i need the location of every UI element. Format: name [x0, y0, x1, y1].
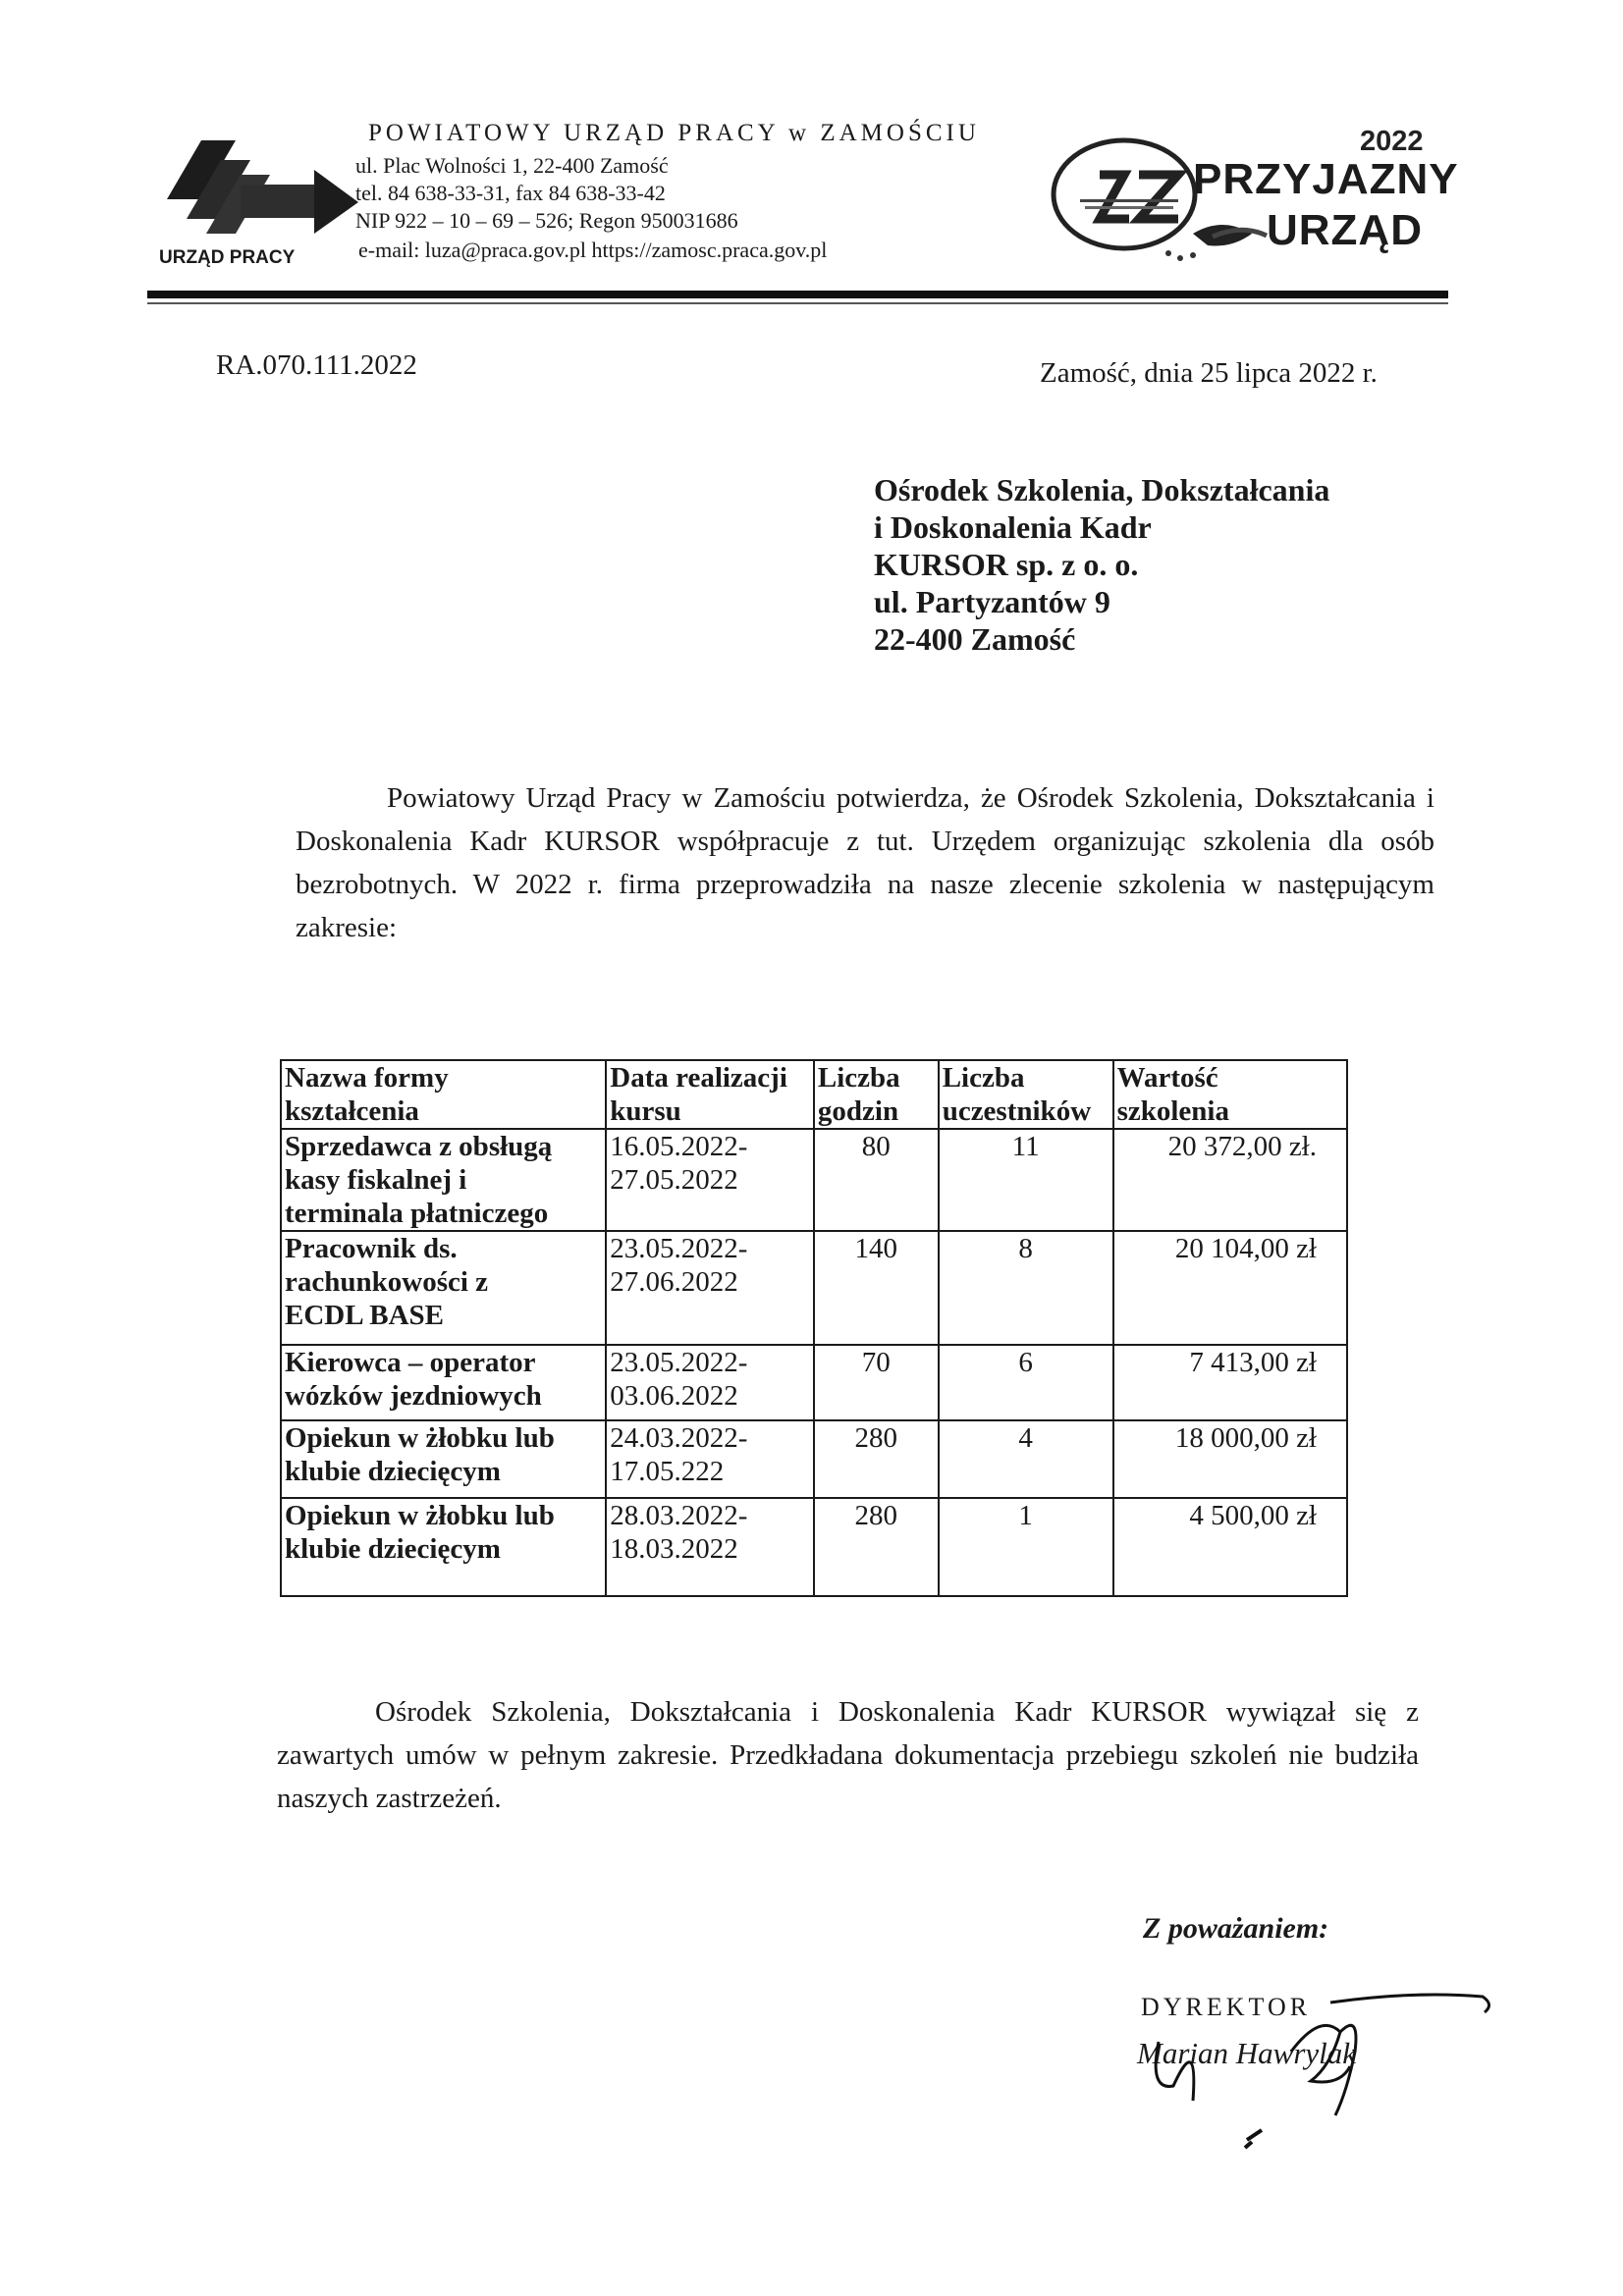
table-row [281, 1231, 1347, 1345]
badge-line-2: URZĄD [1267, 206, 1423, 254]
course-hours: 70 [814, 1345, 939, 1420]
header-hours: Liczba godzin [814, 1060, 939, 1129]
header-dates: Data realizacji kursu [606, 1060, 814, 1129]
table-header-row [281, 1060, 1347, 1129]
course-hours: 80 [814, 1129, 939, 1231]
course-name: Opiekun w żłobku lub klubie dziecięcym [281, 1420, 606, 1498]
addressee-line: i Doskonalenia Kadr [874, 509, 1152, 545]
course-name: Sprzedawca z obsługą kasy fiskalnej i terminala płatniczego [281, 1129, 606, 1231]
course-participants: 1 [939, 1498, 1113, 1596]
course-value: 18 000,00 zł [1113, 1420, 1347, 1498]
course-dates: 23.05.2022- 03.06.2022 [606, 1345, 814, 1420]
course-value: 20 104,00 zł [1113, 1231, 1347, 1345]
course-name: Pracownik ds. rachunkowości z ECDL BASE [281, 1231, 606, 1345]
reference-number: RA.070.111.2022 [216, 349, 417, 381]
addressee-line: ul. Partyzantów 9 [874, 584, 1110, 619]
addressee-block [874, 471, 1329, 658]
course-dates: 28.03.2022- 18.03.2022 [606, 1498, 814, 1596]
header-course-name: Nazwa formy kształcenia [281, 1060, 606, 1129]
course-value: 4 500,00 zł [1113, 1498, 1347, 1596]
table-row [281, 1420, 1347, 1498]
course-value: 20 372,00 zł. [1113, 1129, 1347, 1231]
badge-year: 2022 [1360, 126, 1424, 157]
header-participants: Liczba uczestników [939, 1060, 1113, 1129]
training-table [280, 1059, 1348, 1597]
course-participants: 6 [939, 1345, 1113, 1420]
course-hours: 280 [814, 1420, 939, 1498]
course-hours: 280 [814, 1498, 939, 1596]
org-address: ul. Plac Wolności 1, 22-400 Zamość [355, 153, 669, 178]
org-phone: tel. 84 638-33-31, fax 84 638-33-42 [355, 181, 666, 205]
signer-name: Marian Hawrylak [1137, 2036, 1357, 2070]
table-row [281, 1129, 1347, 1231]
table-row [281, 1498, 1347, 1596]
logo-text: URZĄD PRACY [159, 247, 296, 268]
closing-greeting: Z poważaniem: [1143, 1912, 1329, 1945]
intro-paragraph: Powiatowy Urząd Pracy w Zamościu potwierdza, że Ośrodek Szkolenia, Dokształcania i Doskonalenia Kadr KURSOR współpracuje z tut. Urzędem organizując szkolenia dla osób bezrobotnych. W 2022 r. firma przeprowadziła na nasze zlecenie szkolenia w następującym zakresie: [296, 782, 1434, 943]
course-dates: 16.05.2022- 27.05.2022 [606, 1129, 814, 1231]
course-value: 7 413,00 zł [1113, 1345, 1347, 1420]
conclusion-paragraph: Ośrodek Szkolenia, Dokształcania i Doskonalenia Kadr KURSOR wywiązał się z zawartych umów w pełnym zakresie. Przedkładana dokumentacja przebiegu szkoleń nie budziła naszych zastrzeżeń. [277, 1696, 1419, 1814]
org-name: POWIATOWY URZĄD PRACY w ZAMOŚCIU [368, 120, 980, 146]
org-email-web: e-mail: luza@praca.gov.pl https://zamosc.praca.gov.pl [358, 238, 828, 262]
org-nip-regon: NIP 922 – 10 – 69 – 526; Regon 950031686 [355, 208, 738, 233]
header-rule-thin [147, 302, 1448, 304]
header-value: Wartość szkolenia [1113, 1060, 1347, 1129]
course-name: Kierowca – operator wózków jezdniowych [281, 1345, 606, 1420]
header-rule [147, 291, 1448, 298]
course-participants: 8 [939, 1231, 1113, 1345]
course-dates: 23.05.2022- 27.06.2022 [606, 1231, 814, 1345]
badge-line-1: PRZYJAZNY [1193, 155, 1459, 203]
course-participants: 4 [939, 1420, 1113, 1498]
course-participants: 11 [939, 1129, 1113, 1231]
addressee-line: Ośrodek Szkolenia, Dokształcania [874, 472, 1330, 507]
addressee-line: KURSOR sp. z o. o. [874, 547, 1139, 582]
urzad-pracy-logo [157, 126, 368, 273]
course-hours: 140 [814, 1231, 939, 1345]
signer-title: DYREKTOR [1141, 1993, 1312, 2021]
table-row [281, 1345, 1347, 1420]
course-dates: 24.03.2022- 17.05.222 [606, 1420, 814, 1498]
course-name: Opiekun w żłobku lub klubie dziecięcym [281, 1498, 606, 1596]
addressee-line: 22-400 Zamość [874, 621, 1076, 657]
letter-date: Zamość, dnia 25 lipca 2022 r. [1040, 357, 1378, 389]
signature-icon [1119, 1973, 1512, 2160]
